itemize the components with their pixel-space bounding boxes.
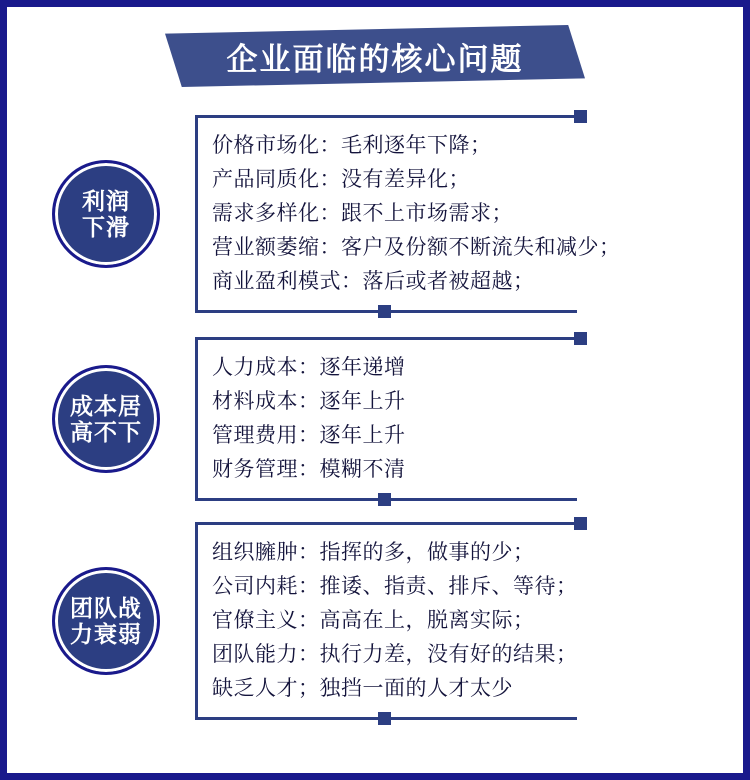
title-banner [165, 25, 585, 87]
list-item: 公司内耗：推诿、指责、排斥、等待； [212, 575, 578, 599]
group-panel-2 [195, 337, 707, 501]
group-badge-1-line2: 下滑 [82, 214, 130, 241]
list-item: 组织臃肿：指挥的多，做事的少； [212, 541, 535, 564]
square-marker-icon [574, 110, 587, 123]
list-item: 营业额萎缩：客户及份额不断流失和减少； [212, 236, 621, 260]
group-badge-1 [52, 160, 160, 268]
group-badge-2 [52, 365, 160, 473]
list-item: 材料成本：逐年上升 [212, 390, 406, 414]
list-item: 商业盈利模式：落后或者被超越； [212, 270, 535, 294]
group-badge-3 [52, 567, 160, 675]
group-panel-3 [195, 522, 707, 720]
list-item: 团队能力：执行力差，没有好的结果； [212, 643, 578, 667]
group-badge-3-line2: 力衰弱 [70, 621, 142, 648]
list-item: 财务管理：模糊不清 [212, 458, 406, 482]
group-1-list [212, 129, 697, 299]
group-badge-3-line1: 团队战 [70, 594, 142, 621]
list-item: 产品同质化：没有差异化； [212, 168, 470, 192]
problem-group-2 [47, 337, 707, 501]
group-badge-1-line1: 利润 [82, 187, 130, 214]
square-marker-icon [378, 493, 391, 506]
group-panel-1 [195, 115, 707, 313]
list-item: 缺乏人才；独挡一面的人才太少 [212, 677, 513, 701]
square-marker-icon [574, 517, 587, 530]
list-item: 管理费用：逐年上升 [212, 424, 406, 448]
group-badge-2-line2: 高不下 [70, 419, 142, 446]
page-title: 企业面临的核心问题 [226, 41, 524, 77]
list-item: 官僚主义：高高在上，脱离实际； [212, 609, 535, 633]
problem-group-1 [47, 115, 707, 313]
problem-group-3 [47, 522, 707, 720]
group-badge-2-line1: 成本居 [70, 392, 142, 419]
list-item: 需求多样化：跟不上市场需求； [212, 202, 513, 226]
square-marker-icon [574, 332, 587, 345]
group-3-list [212, 536, 697, 706]
list-item: 人力成本：逐年递增 [212, 356, 406, 379]
group-2-list [212, 351, 697, 487]
square-marker-icon [378, 712, 391, 725]
square-marker-icon [378, 305, 391, 318]
list-item: 价格市场化：毛利逐年下降； [212, 134, 492, 157]
